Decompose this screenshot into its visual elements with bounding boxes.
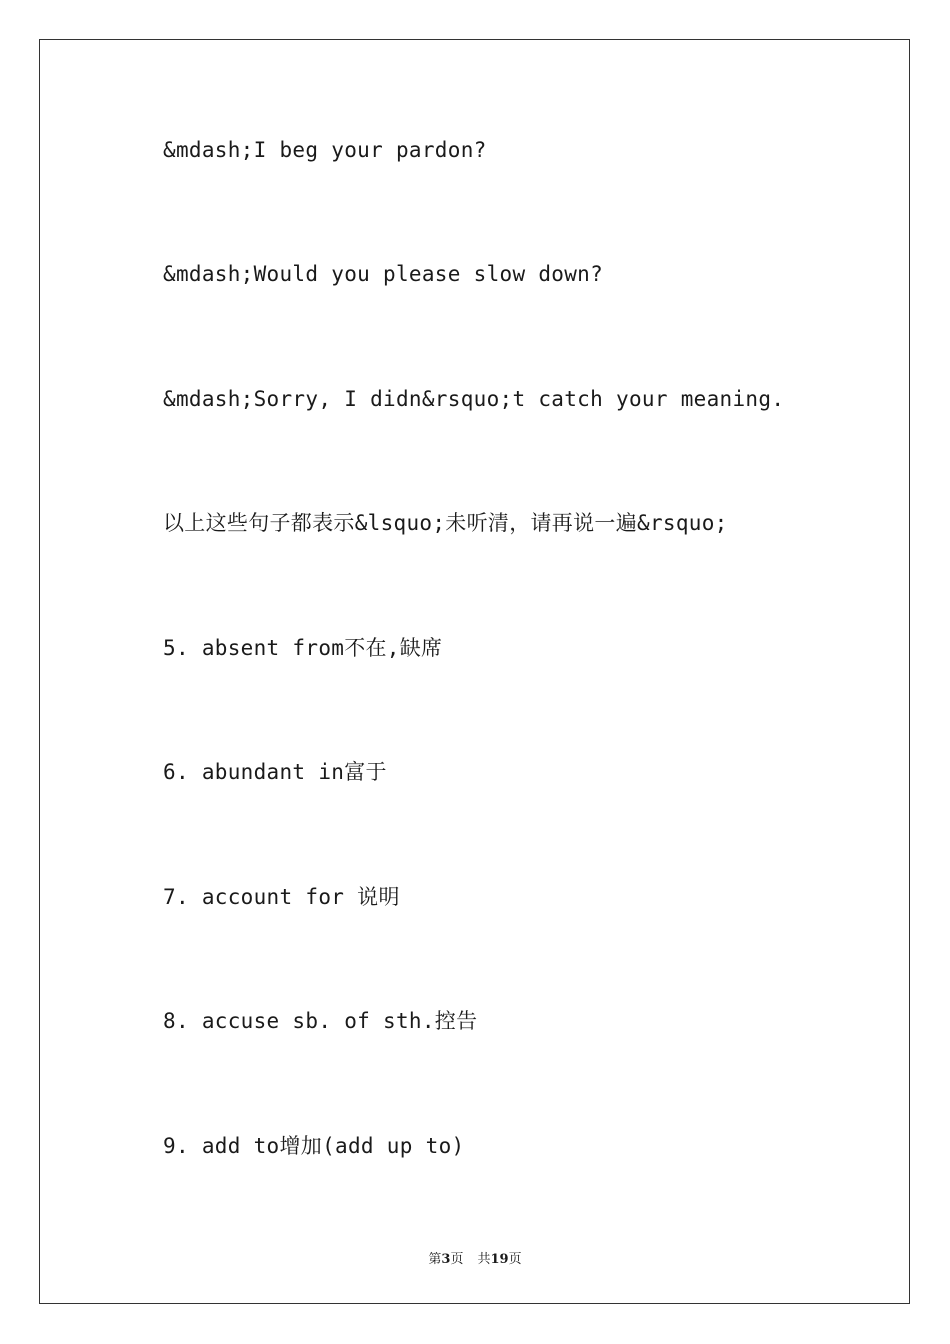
page-number: 3: [441, 1252, 451, 1267]
footer-page-suffix: 页: [450, 1252, 464, 1267]
text-line-4: 以上这些句子都表示&lsquo;未听清，请再说一遍&rsquo;: [163, 511, 728, 535]
text-line-5: 5. absent from不在,缺席: [163, 636, 443, 660]
text-line-1: &mdash;I beg your pardon?: [163, 138, 487, 162]
page-border: [39, 39, 910, 1304]
text-line-6: 6. abundant in富于: [163, 760, 387, 784]
text-line-7: 7. account for 说明: [163, 885, 400, 909]
text-line-3: &mdash;Sorry, I didn&rsquo;t catch your meaning.: [163, 387, 785, 411]
footer-prefix: 第: [428, 1252, 442, 1267]
text-line-9: 9. add to增加(add up to): [163, 1134, 465, 1158]
page-footer: [0, 1248, 950, 1267]
text-line-8: 8. accuse sb. of sth.控告: [163, 1009, 478, 1033]
total-pages: 19: [490, 1252, 509, 1267]
footer-total-prefix: 共: [477, 1252, 491, 1267]
footer-total-suffix: 页: [508, 1252, 522, 1267]
text-line-2: &mdash;Would you please slow down?: [163, 262, 604, 286]
